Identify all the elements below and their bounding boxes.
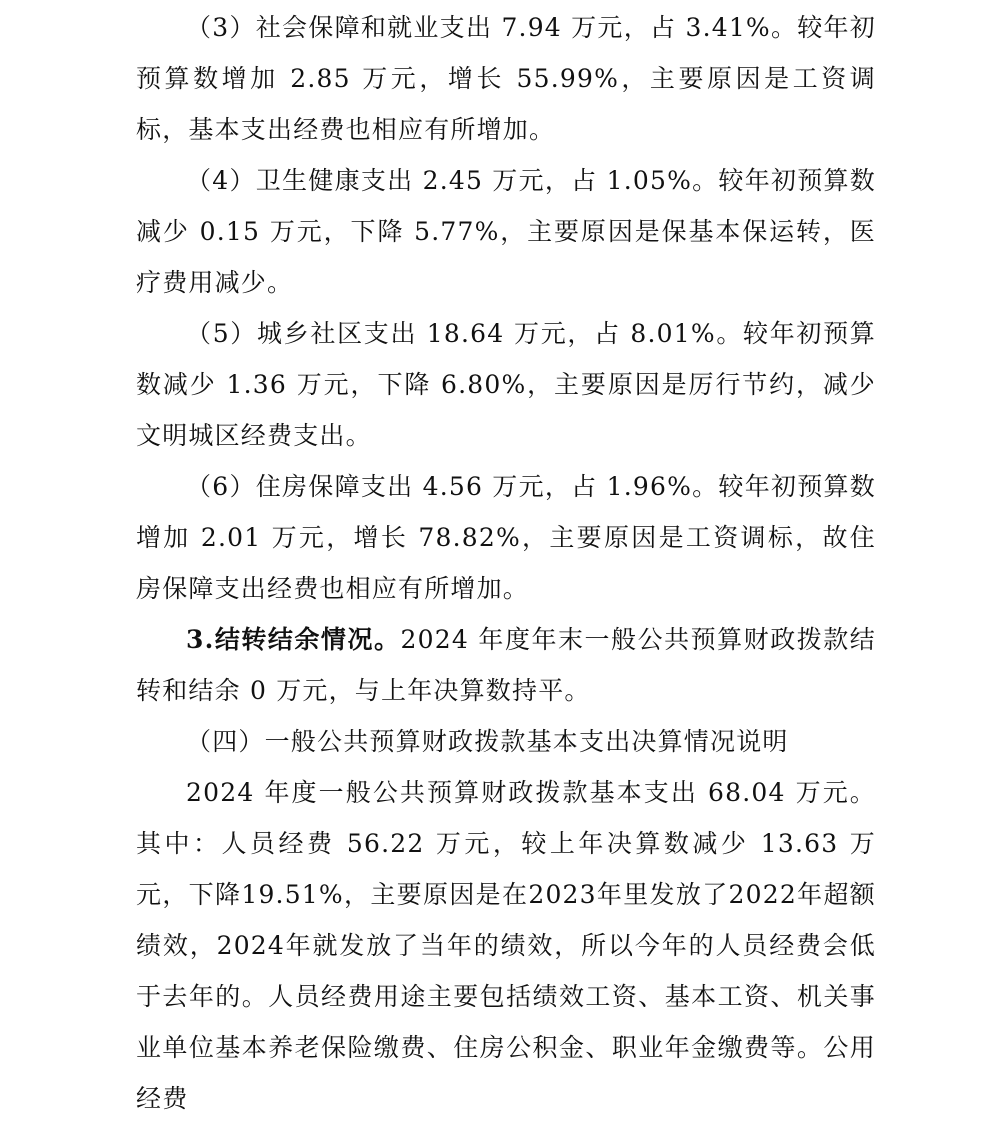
section-heading-basic-expenditure: （四）一般公共预算财政拨款基本支出决算情况说明 <box>186 727 789 756</box>
carryover-title: 3.结转结余情况。 <box>186 625 401 654</box>
paragraph-housing: （6）住房保障支出 4.56 万元，占 1.96%。较年初预算数增加 2.01 万元，增长 78.82%，主要原因是工资调标，故住房保障支出经费也相应有所增加。 <box>136 472 876 603</box>
paragraph-health: （4）卫生健康支出 2.45 万元，占 1.05%。较年初预算数减少 0.15 万元，下降 5.77%，主要原因是保基本保运转，医疗费用减少。 <box>136 166 876 297</box>
paragraph-social-security: （3）社会保障和就业支出 7.94 万元，占 3.41%。较年初预算数增加 2.85 万元，增长 55.99%，主要原因是工资调标，基本支出经费也相应有所增加。 <box>136 13 876 144</box>
paragraph-carryover <box>136 614 876 716</box>
paragraph-urban-rural: （5）城乡社区支出 18.64 万元，占 8.01%。较年初预算数减少 1.36 万元，下降 6.80%，主要原因是厉行节约，减少文明城区经费支出。 <box>136 319 876 450</box>
paragraph-basic-expenditure: 2024 年度一般公共预算财政拨款基本支出 68.04 万元。其中：人员经费 56.22 万元，较上年决算数减少 13.63 万元，下降19.51%，主要原因是在2023年里发放了2022年超额绩效，2024年就发放了当年的绩效，所以今年的人员经费会低于去年的。人员经费用途主要包括绩效工资、基本工资、机关事业单位基本养老保险缴费、住房公积金、职业年金缴费等。公用经费 <box>136 778 876 1113</box>
document-page <box>136 0 876 1124</box>
carryover-body: 2024 年度年末一般公共预算财政拨款结转和结余 0 万元，与上年决算数持平。 <box>136 625 876 705</box>
